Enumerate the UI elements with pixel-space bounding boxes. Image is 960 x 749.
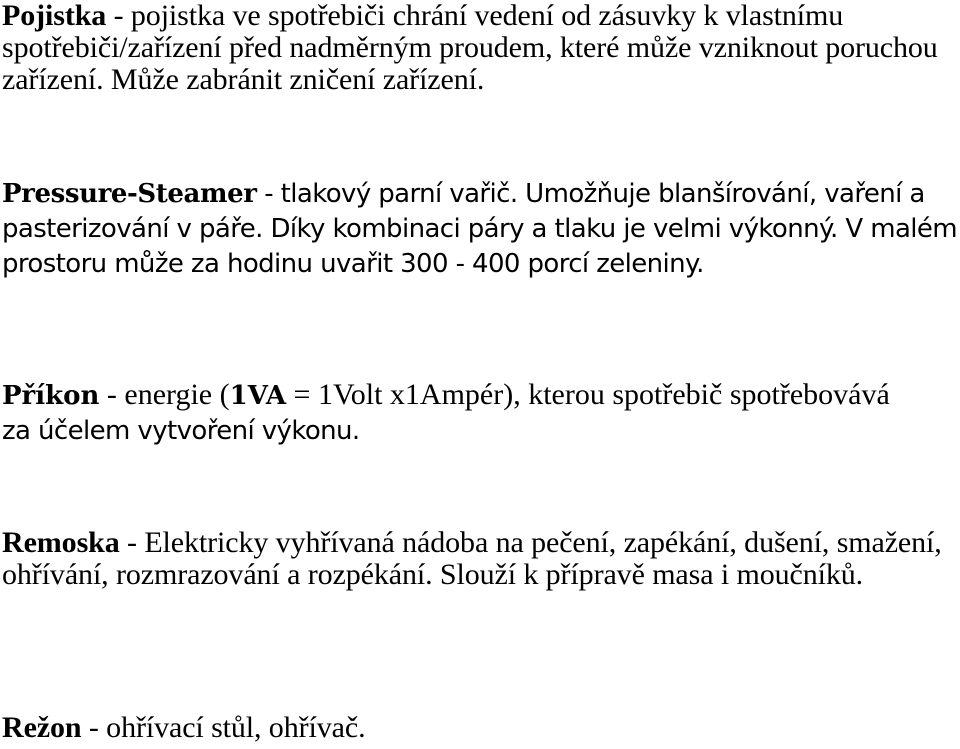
entry-prikon <box>2 378 958 448</box>
entry-definition: - ohřívací stůl, ohřívač. <box>81 711 366 744</box>
entry-definition-part: za účelem vytvoření výkonu. <box>2 416 360 446</box>
entry-pressure-steamer <box>2 177 958 282</box>
entry-pojistka <box>2 0 958 96</box>
entry-definition: - pojistka ve spotřebiči chrání vedení od zásuvky k vlastnímu spotřebiči/zařízení před nadměrným proudem, které může vzniknout poruchou zařízení. Může zabránit zničení zařízení. <box>2 0 938 96</box>
entry-unit-term: 1VA <box>229 381 287 411</box>
entry-term: Příkon <box>2 381 100 411</box>
entry-term: Pressure-Steamer <box>2 179 257 209</box>
entry-remoska <box>2 527 958 591</box>
entry-term: Remoska <box>2 526 120 559</box>
entry-definition: - tlakový parní vařič. Umožňuje blanšírování, vaření a pasterizování v páře. Díky kombinaci páry a tlaku je velmi výkonný. V malém prostoru může za hodinu uvařit 300 - 400 porcí zeleniny. <box>2 179 958 279</box>
entry-term: Režon <box>2 711 82 744</box>
entry-term: Pojistka <box>2 0 107 32</box>
entry-rezon <box>2 712 958 744</box>
entry-definition-part: - energie ( <box>99 378 230 411</box>
entry-definition: - Elektricky vyhřívaná nádoba na pečení, zapékání, dušení, smažení, ohřívání, rozmrazování a rozpékání. Slouží k přípravě masa i moučníků. <box>2 526 942 591</box>
entry-definition-part: = 1Volt x1Ampér), kterou spotřebič spotřebovává <box>286 378 890 411</box>
